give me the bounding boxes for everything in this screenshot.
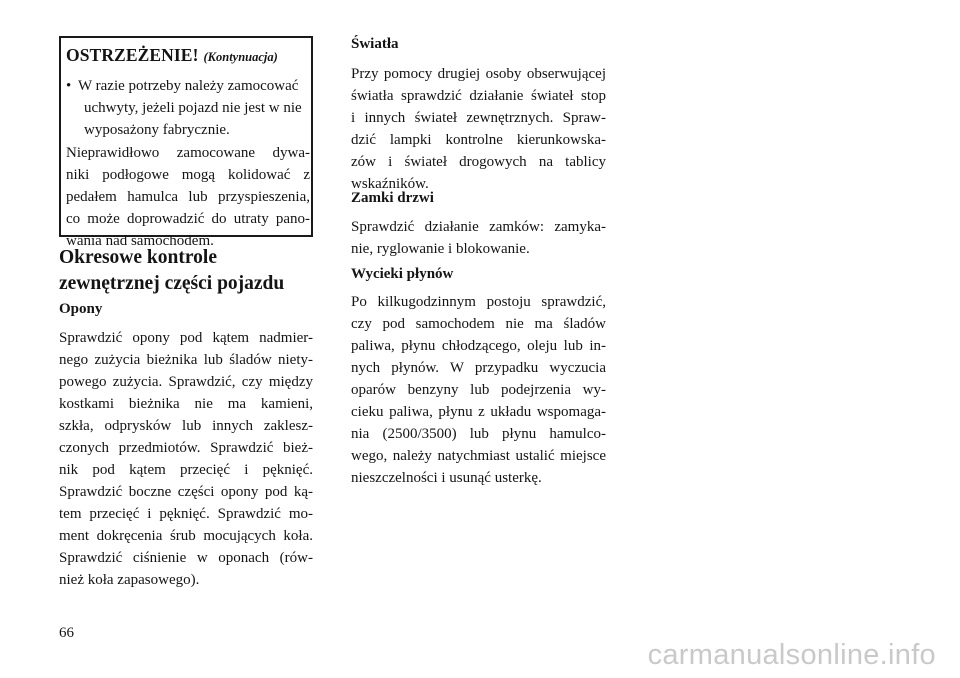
text-line: dzić lampki kontrolne kierunkowska-	[351, 132, 606, 148]
text-line: wskaźników.	[351, 176, 429, 192]
text-line: szkła, odprysków lub innych zaklesz-	[59, 418, 313, 434]
text-line: tem przecięć i pęknięć. Sprawdzić mo-	[59, 506, 313, 522]
watermark: carmanualsonline.info	[647, 639, 936, 671]
warning-bullet-line: wyposażony fabrycznie.	[84, 122, 230, 138]
text-line: Sprawdzić działanie zamków: zamyka-	[351, 219, 606, 235]
text-line: nego zużycia bieżnika lub śladów niety-	[59, 352, 313, 368]
text-line: nik pod kątem przecięć i pęknięć.	[59, 462, 313, 478]
text-line: nieszczelności i usunąć usterkę.	[351, 470, 542, 486]
text-line: kostkami bieżnika nie ma kamieni,	[59, 396, 313, 412]
lights-heading: Światła	[351, 36, 399, 52]
leaks-paragraph	[351, 291, 606, 489]
text-line: Przy pomocy drugiej osoby obserwującej	[351, 66, 606, 82]
text-line: oparów benzyny lub podejrzenia wy-	[351, 382, 606, 398]
text-line: nia (2500/3500) lub płynu hamulco-	[351, 426, 606, 442]
text-line: niki podłogowe mogą kolidować z	[66, 167, 310, 183]
locks-paragraph	[351, 216, 606, 260]
text-line: cieku paliwa, płynu z układu wspomaga-	[351, 404, 606, 420]
text-line: Sprawdzić ciśnienie w oponach (rów-	[59, 550, 313, 566]
section-heading-line: Okresowe kontrole	[59, 247, 217, 268]
warning-heading: OSTRZEŻENIE!	[66, 45, 199, 65]
text-line: światła sprawdzić działanie świateł stop	[351, 88, 606, 104]
text-line: nie, ryglowanie i blokowanie.	[351, 241, 530, 257]
text-line: nież koła zapasowego).	[59, 572, 200, 588]
text-line: czy pod samochodem nie ma śladów	[351, 316, 606, 332]
text-line: powego zużycia. Sprawdzić, czy między	[59, 374, 313, 390]
text-line: Sprawdzić boczne części opony pod ką-	[59, 484, 313, 500]
tires-heading: Opony	[59, 301, 103, 317]
warning-bullet-line: uchwyty, jeżeli pojazd nie jest w nie	[84, 100, 302, 116]
text-line: wania nad samochodem.	[66, 233, 214, 249]
warning-title	[66, 45, 278, 66]
text-line: czonych przedmiotów. Sprawdzić bież-	[59, 440, 313, 456]
locks-heading: Zamki drzwi	[351, 190, 434, 206]
text-line: i innych świateł zewnętrznych. Spraw-	[351, 110, 606, 126]
text-line: wego, należy natychmiast ustalić miejsce	[351, 448, 606, 464]
text-line: zów i świateł drogowych na tablicy	[351, 154, 606, 170]
warning-continuation: (Kontynuacja)	[203, 50, 278, 64]
lights-paragraph	[351, 63, 606, 195]
text-line: Sprawdzić opony pod kątem nadmier-	[59, 330, 313, 346]
text-line: Nieprawidłowo zamocowane dywa-	[66, 145, 310, 161]
tires-paragraph	[59, 327, 313, 591]
text-line: Po kilkugodzinnym postoju sprawdzić,	[351, 294, 606, 310]
text-line: paliwa, płynu chłodzącego, oleju lub in-	[351, 338, 606, 354]
section-heading	[59, 245, 284, 297]
warning-bullet-line: W razie potrzeby należy zamocować	[78, 78, 299, 94]
section-heading-line: zewnętrznej części pojazdu	[59, 273, 285, 294]
page-number: 66	[59, 625, 74, 641]
text-line: nych płynów. W przypadku wyczucia	[351, 360, 606, 376]
leaks-heading: Wycieki płynów	[351, 266, 454, 282]
warning-box	[59, 36, 313, 249]
text-line: pedałem hamulca lub przyspieszenia,	[66, 189, 310, 205]
bullet-icon: •	[66, 78, 72, 94]
text-line: co może doprowadzić do utraty pano-	[66, 211, 310, 227]
text-line: ment dokręcenia śrub mocujących koła.	[59, 528, 313, 544]
warning-paragraph	[66, 142, 310, 252]
warning-bullet-item	[66, 75, 310, 141]
